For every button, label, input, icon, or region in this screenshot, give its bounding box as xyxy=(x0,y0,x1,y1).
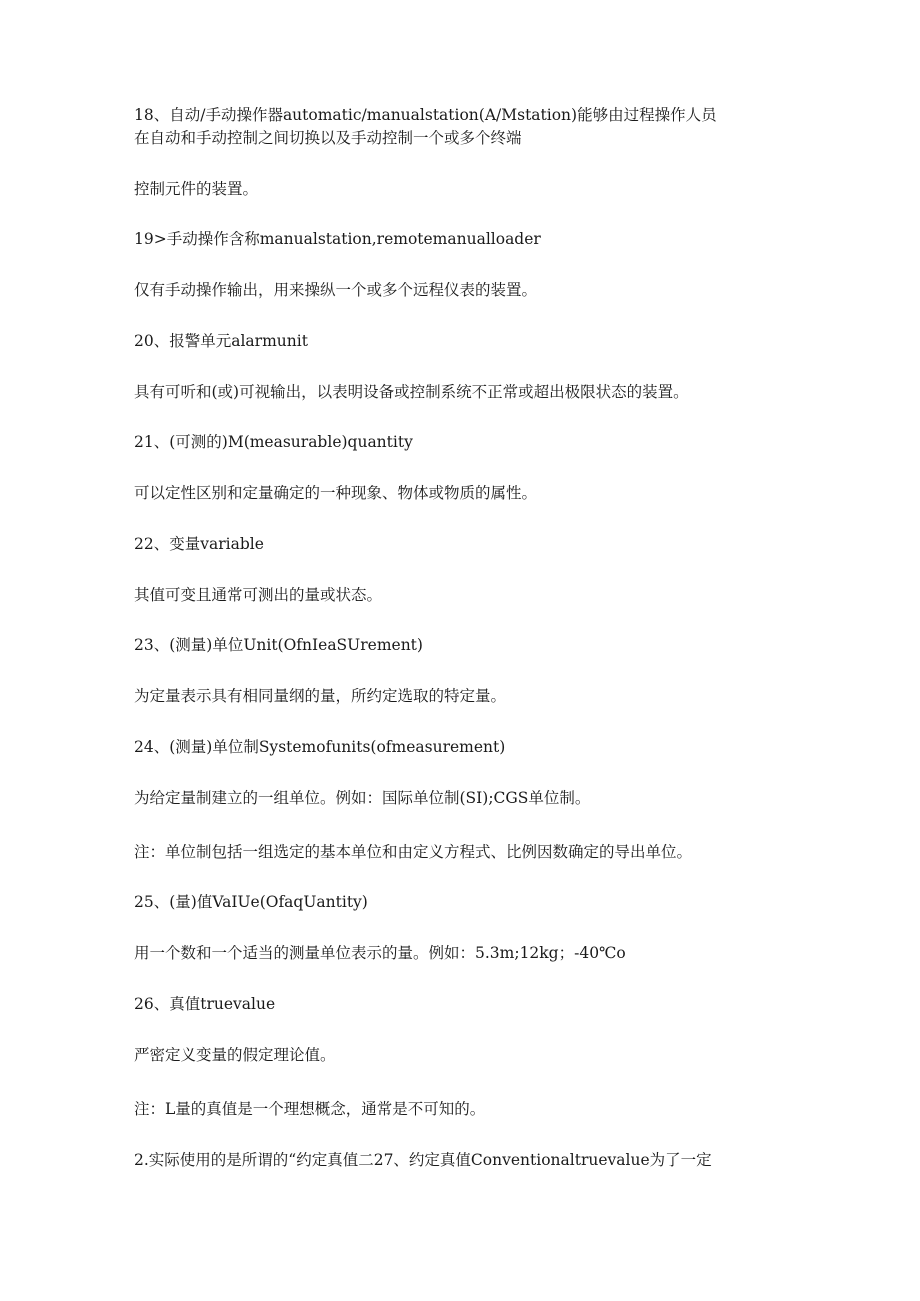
heading-26: 26、真值truevalue xyxy=(134,995,276,1013)
heading-24: 24、(测量)单位制Systemofunits(ofmeasurement) xyxy=(134,738,506,756)
paragraph-26: 严密定义变量的假定理论值。 xyxy=(134,1046,336,1064)
heading-21: 21、(可测的)M(measurable)quantity xyxy=(134,433,413,451)
paragraph-18-line-1: 18、自动/手动操作器automatic/manualstation(A/Mstation)能够由过程操作人员 xyxy=(134,106,717,124)
heading-19: 19>手动操作含称manualstation,remotemanualloader xyxy=(134,230,541,248)
paragraph-24: 为给定量制建立的一组单位。例如：国际单位制(SI);CGS单位制。 xyxy=(134,789,591,807)
note-26: 注：L量的真值是一个理想概念，通常是不可知的。 xyxy=(134,1100,486,1118)
paragraph-18-line-3: 控制元件的装置。 xyxy=(134,180,259,198)
paragraph-19: 仅有手动操作输出，用来操纵一个或多个远程仪表的装置。 xyxy=(134,281,538,299)
heading-20: 20、报警单元alarmunit xyxy=(134,332,308,350)
heading-25: 25、(量)值VaIUe(OfaqUantity) xyxy=(134,893,368,911)
note-24: 注：单位制包括一组选定的基本单位和由定义方程式、比例因数确定的导出单位。 xyxy=(134,843,693,861)
paragraph-27: 2.实际使用的是所谓的“约定真值二27、约定真值Conventionaltruevalue为了一定 xyxy=(134,1151,712,1169)
heading-23: 23、(测量)单位Unit(OfnIeaSUrement) xyxy=(134,636,423,654)
paragraph-23: 为定量表示具有相同量纲的量，所约定选取的特定量。 xyxy=(134,687,507,705)
heading-22: 22、变量variable xyxy=(134,535,264,553)
paragraph-22: 其值可变且通常可测出的量或状态。 xyxy=(134,586,383,604)
paragraph-25: 用一个数和一个适当的测量单位表示的量。例如：5.3m;12kg；-40℃o xyxy=(134,944,626,962)
paragraph-18-line-2: 在自动和手动控制之间切换以及手动控制一个或多个终端 xyxy=(134,129,522,147)
paragraph-21: 可以定性区别和定量确定的一种现象、物体或物质的属性。 xyxy=(134,484,538,502)
paragraph-20: 具有可听和(或)可视输出，以表明设备或控制系统不正常或超出极限状态的装置。 xyxy=(134,383,689,401)
